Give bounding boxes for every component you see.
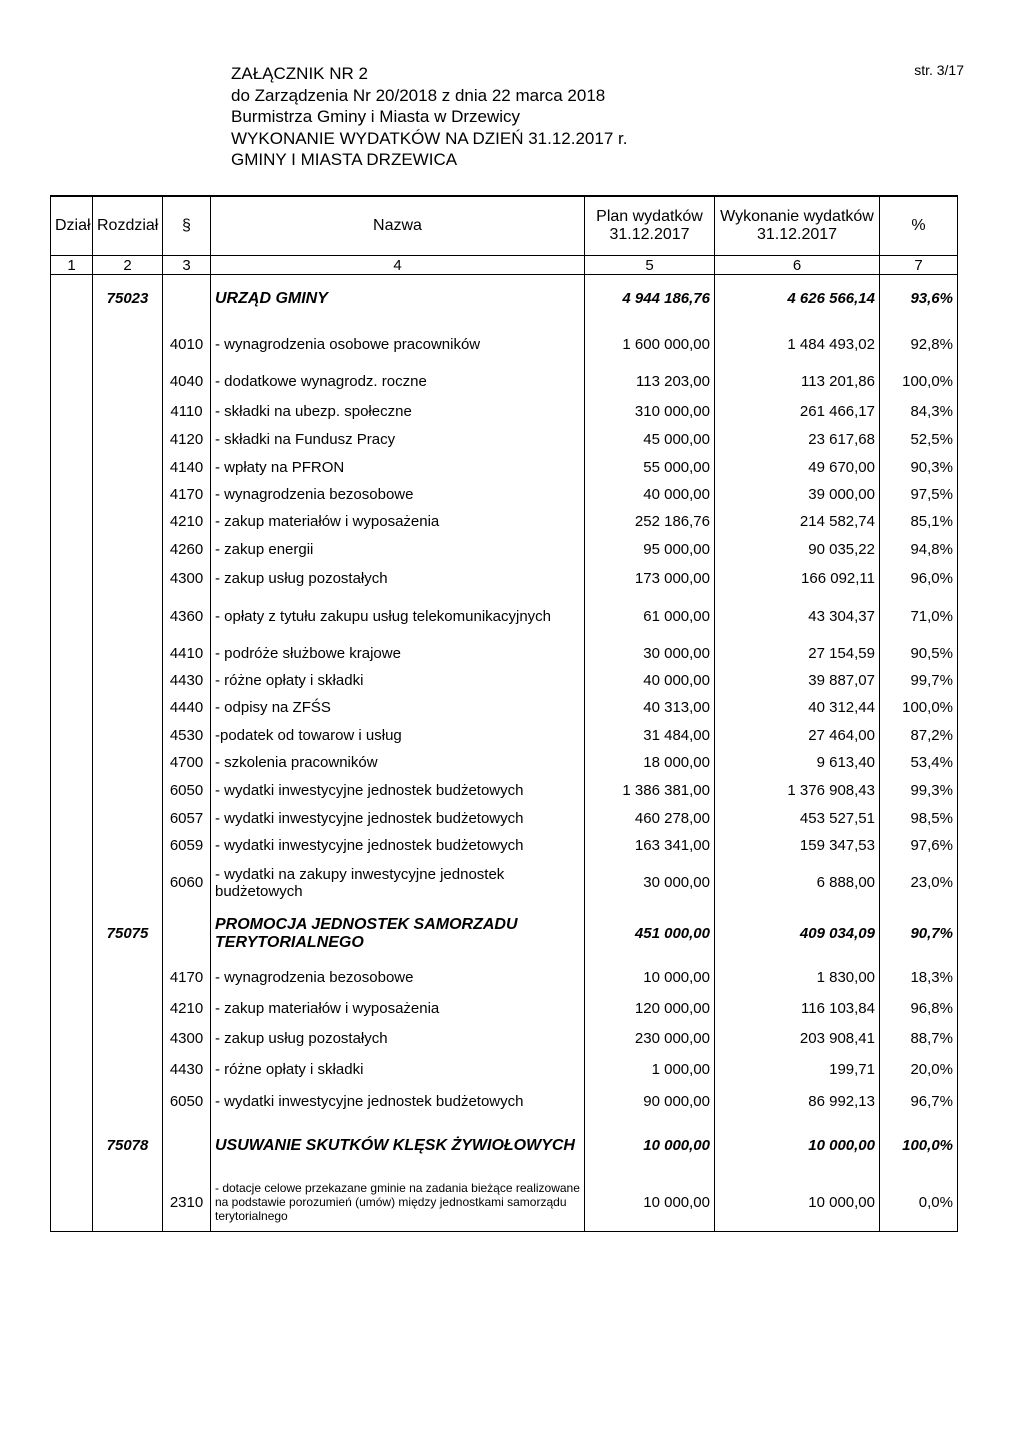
cell-wykonanie: 40 312,44 xyxy=(715,694,880,722)
cell-dzial xyxy=(51,323,93,367)
cell-plan: 173 000,00 xyxy=(585,564,715,594)
table-row xyxy=(51,994,958,1024)
cell-name: - wydatki inwestycyjne jednostek budżetowych xyxy=(211,805,585,832)
cell-name: - odpisy na ZFŚS xyxy=(211,694,585,722)
cell-paragraph: 4260 xyxy=(163,536,211,564)
table-section-row xyxy=(51,1118,958,1174)
table-row xyxy=(51,1024,958,1053)
cell-name: URZĄD GMINY xyxy=(211,275,585,323)
cell-plan: 18 000,00 xyxy=(585,749,715,777)
cell-dzial xyxy=(51,508,93,536)
cell-plan: 1 600 000,00 xyxy=(585,323,715,367)
cell-name: - dotacje celowe przekazane gminie na zadania bieżące realizowane na podstawie porozumień (umów) między jednostkami samorządu terytorialnego xyxy=(211,1174,585,1232)
cell-percent: 84,3% xyxy=(880,397,958,426)
table-row xyxy=(51,832,958,860)
cell-rozdzial xyxy=(93,722,163,749)
cell-plan: 45 000,00 xyxy=(585,426,715,454)
col-number: 7 xyxy=(880,256,958,275)
cell-plan: 40 000,00 xyxy=(585,481,715,508)
cell-plan: 40 313,00 xyxy=(585,694,715,722)
cell-plan: 113 203,00 xyxy=(585,367,715,397)
cell-name: - wynagrodzenia osobowe pracowników xyxy=(211,323,585,367)
cell-paragraph: 6059 xyxy=(163,832,211,860)
cell-dzial xyxy=(51,275,93,323)
cell-name: - szkolenia pracowników xyxy=(211,749,585,777)
table-row xyxy=(51,594,958,640)
cell-percent: 92,8% xyxy=(880,323,958,367)
cell-dzial xyxy=(51,994,93,1024)
cell-plan: 31 484,00 xyxy=(585,722,715,749)
cell-percent: 71,0% xyxy=(880,594,958,640)
cell-dzial xyxy=(51,906,93,962)
cell-percent: 0,0% xyxy=(880,1174,958,1232)
cell-rozdzial xyxy=(93,832,163,860)
cell-name: - wydatki inwestycyjne jednostek budżetowych xyxy=(211,1086,585,1118)
cell-percent: 20,0% xyxy=(880,1053,958,1086)
cell-wykonanie: 261 466,17 xyxy=(715,397,880,426)
cell-name: - różne opłaty i składki xyxy=(211,667,585,694)
cell-dzial xyxy=(51,722,93,749)
cell-wykonanie: 214 582,74 xyxy=(715,508,880,536)
cell-rozdzial xyxy=(93,694,163,722)
cell-name: - podróże służbowe krajowe xyxy=(211,640,585,667)
cell-dzial xyxy=(51,667,93,694)
header-line: do Zarządzenia Nr 20/2018 z dnia 22 marca 2018 xyxy=(231,85,606,105)
cell-paragraph: 4430 xyxy=(163,1053,211,1086)
cell-name: - składki na ubezp. społeczne xyxy=(211,397,585,426)
cell-percent: 97,5% xyxy=(880,481,958,508)
cell-plan: 95 000,00 xyxy=(585,536,715,564)
column-header-row xyxy=(51,196,958,256)
col-number: 4 xyxy=(211,256,585,275)
cell-name: - zakup usług pozostałych xyxy=(211,1024,585,1053)
cell-percent: 88,7% xyxy=(880,1024,958,1053)
cell-dzial xyxy=(51,832,93,860)
cell-dzial xyxy=(51,1024,93,1053)
cell-wykonanie: 199,71 xyxy=(715,1053,880,1086)
cell-percent: 18,3% xyxy=(880,962,958,994)
cell-dzial xyxy=(51,397,93,426)
cell-wykonanie: 166 092,11 xyxy=(715,564,880,594)
table-row xyxy=(51,426,958,454)
cell-dzial xyxy=(51,805,93,832)
cell-rozdzial xyxy=(93,1086,163,1118)
cell-dzial xyxy=(51,1118,93,1174)
table-row xyxy=(51,805,958,832)
cell-paragraph: 4010 xyxy=(163,323,211,367)
cell-percent: 100,0% xyxy=(880,367,958,397)
cell-paragraph: 4120 xyxy=(163,426,211,454)
cell-dzial xyxy=(51,777,93,805)
cell-wykonanie: 159 347,53 xyxy=(715,832,880,860)
cell-name: PROMOCJA JEDNOSTEK SAMORZADU TERYTORIALNEGO xyxy=(211,906,585,962)
col-number: 2 xyxy=(93,256,163,275)
cell-rozdzial xyxy=(93,454,163,481)
cell-dzial xyxy=(51,536,93,564)
cell-name: - wydatki inwestycyjne jednostek budżetowych xyxy=(211,832,585,860)
cell-paragraph: 6060 xyxy=(163,860,211,906)
cell-percent: 99,7% xyxy=(880,667,958,694)
cell-dzial xyxy=(51,1086,93,1118)
cell-wykonanie: 23 617,68 xyxy=(715,426,880,454)
cell-name: - wpłaty na PFRON xyxy=(211,454,585,481)
cell-paragraph: 6050 xyxy=(163,1086,211,1118)
column-number-row xyxy=(51,256,958,275)
cell-paragraph xyxy=(163,906,211,962)
table-row xyxy=(51,454,958,481)
table-row xyxy=(51,1053,958,1086)
cell-paragraph: 4300 xyxy=(163,564,211,594)
cell-rozdzial: 75078 xyxy=(93,1118,163,1174)
table-row xyxy=(51,536,958,564)
cell-rozdzial xyxy=(93,994,163,1024)
cell-rozdzial: 75023 xyxy=(93,275,163,323)
cell-plan: 4 944 186,76 xyxy=(585,275,715,323)
cell-percent: 90,5% xyxy=(880,640,958,667)
cell-rozdzial xyxy=(93,1053,163,1086)
cell-name: - składki na Fundusz Pracy xyxy=(211,426,585,454)
cell-percent: 96,7% xyxy=(880,1086,958,1118)
cell-paragraph: 4040 xyxy=(163,367,211,397)
cell-dzial xyxy=(51,962,93,994)
cell-rozdzial xyxy=(93,397,163,426)
cell-rozdzial xyxy=(93,749,163,777)
cell-paragraph: 4360 xyxy=(163,594,211,640)
cell-plan: 1 386 381,00 xyxy=(585,777,715,805)
cell-percent: 98,5% xyxy=(880,805,958,832)
cell-percent: 53,4% xyxy=(880,749,958,777)
cell-rozdzial xyxy=(93,1024,163,1053)
table-row xyxy=(51,962,958,994)
table-row xyxy=(51,1174,958,1232)
cell-dzial xyxy=(51,454,93,481)
cell-name: -podatek od towarow i usług xyxy=(211,722,585,749)
col-header-rozdzial: Rozdział xyxy=(93,196,163,256)
cell-name: - zakup energii xyxy=(211,536,585,564)
table-row xyxy=(51,397,958,426)
table-row xyxy=(51,564,958,594)
cell-name: USUWANIE SKUTKÓW KLĘSK ŻYWIOŁOWYCH xyxy=(211,1118,585,1174)
cell-percent: 23,0% xyxy=(880,860,958,906)
cell-percent: 94,8% xyxy=(880,536,958,564)
cell-plan: 61 000,00 xyxy=(585,594,715,640)
cell-plan: 310 000,00 xyxy=(585,397,715,426)
cell-wykonanie: 1 484 493,02 xyxy=(715,323,880,367)
cell-plan: 451 000,00 xyxy=(585,906,715,962)
cell-paragraph xyxy=(163,1118,211,1174)
col-number: 3 xyxy=(163,256,211,275)
cell-percent: 97,6% xyxy=(880,832,958,860)
cell-percent: 100,0% xyxy=(880,1118,958,1174)
cell-dzial xyxy=(51,1174,93,1232)
cell-wykonanie: 113 201,86 xyxy=(715,367,880,397)
cell-rozdzial xyxy=(93,508,163,536)
table-row xyxy=(51,667,958,694)
cell-paragraph: 4440 xyxy=(163,694,211,722)
cell-plan: 40 000,00 xyxy=(585,667,715,694)
table-row xyxy=(51,640,958,667)
cell-name: - różne opłaty i składki xyxy=(211,1053,585,1086)
col-header-plan: Plan wydatków 31.12.2017 xyxy=(585,196,715,256)
cell-name: - zakup materiałów i wyposażenia xyxy=(211,508,585,536)
cell-rozdzial xyxy=(93,640,163,667)
table-row xyxy=(51,323,958,367)
col-number: 5 xyxy=(585,256,715,275)
header-line: GMINY I MIASTA DRZEWICA xyxy=(231,150,458,169)
cell-rozdzial xyxy=(93,367,163,397)
col-header-percent: % xyxy=(880,196,958,256)
cell-rozdzial xyxy=(93,323,163,367)
cell-paragraph: 4410 xyxy=(163,640,211,667)
cell-dzial xyxy=(51,694,93,722)
cell-rozdzial xyxy=(93,805,163,832)
cell-dzial xyxy=(51,564,93,594)
cell-wykonanie: 49 670,00 xyxy=(715,454,880,481)
table-row xyxy=(51,481,958,508)
cell-rozdzial xyxy=(93,777,163,805)
col-number: 1 xyxy=(51,256,93,275)
cell-wykonanie: 1 830,00 xyxy=(715,962,880,994)
cell-paragraph: 4140 xyxy=(163,454,211,481)
page-number: str. 3/17 xyxy=(914,62,964,78)
cell-dzial xyxy=(51,426,93,454)
col-number: 6 xyxy=(715,256,880,275)
cell-plan: 10 000,00 xyxy=(585,1174,715,1232)
cell-wykonanie: 27 464,00 xyxy=(715,722,880,749)
cell-wykonanie: 4 626 566,14 xyxy=(715,275,880,323)
cell-percent: 93,6% xyxy=(880,275,958,323)
cell-dzial xyxy=(51,860,93,906)
cell-wykonanie: 6 888,00 xyxy=(715,860,880,906)
cell-wykonanie: 39 000,00 xyxy=(715,481,880,508)
cell-wykonanie: 409 034,09 xyxy=(715,906,880,962)
cell-name: - wynagrodzenia bezosobowe xyxy=(211,481,585,508)
table-section-row xyxy=(51,906,958,962)
cell-wykonanie: 90 035,22 xyxy=(715,536,880,564)
cell-percent: 90,3% xyxy=(880,454,958,481)
cell-name: - wydatki inwestycyjne jednostek budżetowych xyxy=(211,777,585,805)
table-row xyxy=(51,1086,958,1118)
cell-wykonanie: 86 992,13 xyxy=(715,1086,880,1118)
table-row xyxy=(51,508,958,536)
cell-paragraph: 4110 xyxy=(163,397,211,426)
header-line: Burmistrza Gminy i Miasta w Drzewicy xyxy=(231,107,521,126)
cell-rozdzial: 75075 xyxy=(93,906,163,962)
cell-percent: 96,8% xyxy=(880,994,958,1024)
cell-paragraph: 6050 xyxy=(163,777,211,805)
cell-plan: 90 000,00 xyxy=(585,1086,715,1118)
cell-paragraph: 4700 xyxy=(163,749,211,777)
document-header xyxy=(231,63,627,171)
cell-plan: 10 000,00 xyxy=(585,1118,715,1174)
cell-plan: 163 341,00 xyxy=(585,832,715,860)
cell-dzial xyxy=(51,481,93,508)
col-header-paragraph: § xyxy=(163,196,211,256)
cell-paragraph: 4170 xyxy=(163,481,211,508)
table-row xyxy=(51,860,958,906)
cell-percent: 52,5% xyxy=(880,426,958,454)
cell-dzial xyxy=(51,749,93,777)
cell-paragraph xyxy=(163,275,211,323)
header-line: ZAŁĄCZNIK NR 2 xyxy=(231,64,368,83)
cell-wykonanie: 203 908,41 xyxy=(715,1024,880,1053)
col-header-dzial: Dział xyxy=(51,196,93,256)
cell-paragraph: 4430 xyxy=(163,667,211,694)
cell-rozdzial xyxy=(93,667,163,694)
cell-percent: 85,1% xyxy=(880,508,958,536)
cell-wykonanie: 39 887,07 xyxy=(715,667,880,694)
table-row xyxy=(51,367,958,397)
cell-paragraph: 4530 xyxy=(163,722,211,749)
cell-paragraph: 4170 xyxy=(163,962,211,994)
cell-dzial xyxy=(51,640,93,667)
cell-rozdzial xyxy=(93,536,163,564)
cell-name: - dodatkowe wynagrodz. roczne xyxy=(211,367,585,397)
cell-paragraph: 4210 xyxy=(163,508,211,536)
cell-rozdzial xyxy=(93,481,163,508)
cell-percent: 100,0% xyxy=(880,694,958,722)
cell-paragraph: 4210 xyxy=(163,994,211,1024)
cell-paragraph: 4300 xyxy=(163,1024,211,1053)
cell-wykonanie: 43 304,37 xyxy=(715,594,880,640)
cell-name: - wydatki na zakupy inwestycyjne jednostek budżetowych xyxy=(211,860,585,906)
cell-percent: 87,2% xyxy=(880,722,958,749)
cell-rozdzial xyxy=(93,1174,163,1232)
cell-name: - opłaty z tytułu zakupu usług telekomunikacyjnych xyxy=(211,594,585,640)
cell-wykonanie: 9 613,40 xyxy=(715,749,880,777)
cell-percent: 99,3% xyxy=(880,777,958,805)
cell-plan: 460 278,00 xyxy=(585,805,715,832)
cell-plan: 252 186,76 xyxy=(585,508,715,536)
header-line: WYKONANIE WYDATKÓW NA DZIEŃ 31.12.2017 r. xyxy=(231,128,628,148)
cell-rozdzial xyxy=(93,426,163,454)
cell-plan: 30 000,00 xyxy=(585,640,715,667)
cell-wykonanie: 10 000,00 xyxy=(715,1118,880,1174)
cell-wykonanie: 10 000,00 xyxy=(715,1174,880,1232)
table-row xyxy=(51,722,958,749)
expenditure-table xyxy=(50,195,958,1232)
cell-wykonanie: 453 527,51 xyxy=(715,805,880,832)
table-row xyxy=(51,694,958,722)
cell-paragraph: 2310 xyxy=(163,1174,211,1232)
cell-rozdzial xyxy=(93,594,163,640)
cell-dzial xyxy=(51,1053,93,1086)
cell-paragraph: 6057 xyxy=(163,805,211,832)
cell-rozdzial xyxy=(93,962,163,994)
cell-plan: 55 000,00 xyxy=(585,454,715,481)
cell-wykonanie: 1 376 908,43 xyxy=(715,777,880,805)
cell-percent: 96,0% xyxy=(880,564,958,594)
cell-wykonanie: 27 154,59 xyxy=(715,640,880,667)
col-header-nazwa: Nazwa xyxy=(211,196,585,256)
cell-wykonanie: 116 103,84 xyxy=(715,994,880,1024)
cell-percent: 90,7% xyxy=(880,906,958,962)
cell-plan: 230 000,00 xyxy=(585,1024,715,1053)
table-section-row xyxy=(51,275,958,323)
cell-plan: 10 000,00 xyxy=(585,962,715,994)
cell-name: - wynagrodzenia bezosobowe xyxy=(211,962,585,994)
cell-plan: 1 000,00 xyxy=(585,1053,715,1086)
cell-name: - zakup materiałów i wyposażenia xyxy=(211,994,585,1024)
cell-dzial xyxy=(51,367,93,397)
table-row xyxy=(51,749,958,777)
cell-name: - zakup usług pozostałych xyxy=(211,564,585,594)
col-header-wykonanie: Wykonanie wydatków 31.12.2017 xyxy=(715,196,880,256)
cell-plan: 30 000,00 xyxy=(585,860,715,906)
cell-rozdzial xyxy=(93,860,163,906)
cell-dzial xyxy=(51,594,93,640)
cell-rozdzial xyxy=(93,564,163,594)
cell-plan: 120 000,00 xyxy=(585,994,715,1024)
table-row xyxy=(51,777,958,805)
